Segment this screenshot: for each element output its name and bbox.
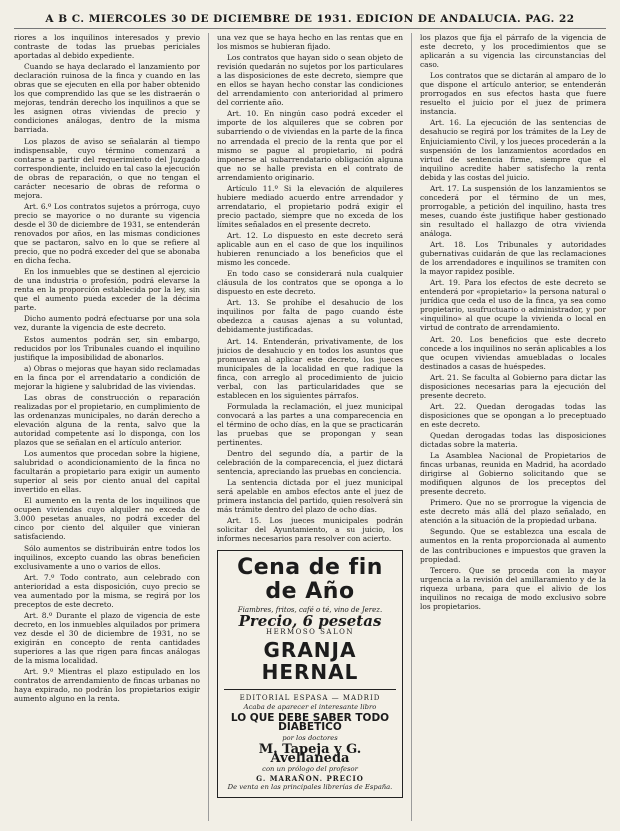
article-paragraph: los plazos que fija el párrafo de la vigencia de este decreto, y los procedimientos que se aplicarán a su vigencia las circunstancias del caso. (420, 33, 606, 70)
article-paragraph: Los aumentos que procedan sobre la higiene, salubridad o acondicionamiento de la finca no facultarán a propietario para exigir un aumento superior al seis por ciento anual del capital invertido en ellas. (14, 449, 200, 495)
book-authors: M. Tapeja y G. Avellaneda (258, 741, 362, 766)
page-header (14, 10, 606, 29)
book-sale: De venta en las principales librerías de España. (227, 783, 393, 792)
book-prologue: con un prólogo del profesor (262, 765, 358, 773)
article-paragraph: En todo caso se considerará nula cualquier cláusula de los contratos que se oponga a lo dispuesto en este decreto. (217, 269, 403, 297)
book-by: por los doctores (282, 733, 338, 742)
article-paragraph: Dicho aumento podrá efectuarse por una sola vez, durante la vigencia de este decreto. (14, 314, 200, 333)
article-paragraph: Art. 19. Para los efectos de este decreto se entenderá por «propietario» la persona natural o jurídica que ceda el uso de la finca, ya sea como propietario, usufructuario o administrador, y por «inquilino» al que ocupe la vivienda o local en virtud de contrato de arrendamiento. (420, 278, 606, 333)
article-paragraph: La sentencia dictada por el juez municipal será apelable en ambos efectos ante el juez de primera instancia del partido, quien resolverá sin más trámite dentro del plazo de ocho días. (217, 478, 403, 515)
page-header-title: A B C. MIERCOLES 30 DE DICIEMBRE DE 1931. EDICION DE ANDALUCIA. PAG. 22 (45, 13, 575, 25)
advert-salon: HERMOSO SALON (265, 627, 354, 636)
book-intro: Acaba de aparecer el interesante libro (243, 702, 377, 711)
book-price: G. MARAÑON. PRECIO (256, 774, 364, 784)
article-paragraph: Artículo 11.º Si la elevación de alquileres hubiere mediado acuerdo entre arrendador y arrendatario, el propietario podrá exigir el precio pactado, siempre que no exceda de los límites señalados en el presente decreto. (217, 183, 403, 229)
column-divider (411, 33, 412, 821)
article-paragraph: Sólo aumentos se distribuirán entre todos los inquilinos, excepto cuando las obras beneficien exclusivamente a uno o varios de ellos. (14, 543, 200, 571)
advert-menu: Fiambres, fritos, café o té, vino de Jerez. (237, 605, 383, 614)
article-paragraph: Art. 14. Entenderán, privativamente, de los juicios de desahucio y en todos los asuntos que promuevan al aplicar este decreto, los jueces municipales de la localidad en que radique la finca, con arreglo al procedimiento de juicio verbal, con las particularidades que se establecen en los siguientes párrafos. (217, 336, 403, 400)
article-paragraph: Formulada la reclamación, el juez municipal convocará a las partes a una comparecencia en el término de ocho días, en la que se practicarán las pruebas que se propongan y sean pertinentes. (217, 401, 403, 448)
article-paragraph: a) Obras o mejoras que hayan sido reclamadas en la finca por el arrendatario a condición de mejorar la higiene y salubridad de las viviendas. (14, 363, 200, 391)
advert-price: Precio, 6 pesetas (238, 611, 382, 630)
article-paragraph: La Asamblea Nacional de Propietarios de fincas urbanas, reunida en Madrid, ha acordado dirigirse al Gobierno solicitando que se modifiquen algunos de los preceptos del presente decreto. (420, 451, 606, 497)
article-paragraph: Tercero. Que se proceda con la mayor urgencia a la revisión del amillaramiento y de la riqueza urbana, para que el alivio de los inquilinos no recaiga de modo exclusivo sobre los propietarios. (420, 565, 606, 611)
article-paragraph: Cuando se haya declarado el lanzamiento por declaración ruinosa de la finca y cuando en las obras que se ejecuten en ella por haber obtenido los que comprendido las que se les distraerán o mejoras, tendrán derecho los inquilinos a que se les asignen otras viviendas de precio y condiciones análogas, dentro de la misma barriada. (14, 62, 200, 135)
book-publisher: EDITORIAL ESPASA — MADRID (239, 693, 381, 702)
column-divider (208, 33, 209, 821)
advert-brand: GRANJA HERNAL (261, 637, 359, 684)
column-middle-text (217, 33, 403, 544)
article-paragraph: Dentro del segundo día, a partir de la celebración de la comparecencia, el juez dictará sentencia, apreciando las pruebas en conciencia. (217, 449, 403, 477)
article-paragraph: Segundo. Que se establezca una escala de aumentos en la renta proporcionada al aumento de las contribuciones e impuestos que graven la propiedad. (420, 527, 606, 564)
book-advert (224, 689, 396, 792)
article-paragraph: Art. 9.º Mientras el plazo estipulado en los contratos de arrendamiento de fincas urbanas no haya expirado, no podrán los propietarios exigir aumento alguno en la renta. (14, 667, 200, 704)
article-paragraph: Art. 17. La suspensión de los lanzamientos se concederá por el término de un mes, prorrogable, a petición del inquilino, hasta tres meses, cuando éste justifique haber gestionado sin resultado el hallazgo de otra vivienda análoga. (420, 183, 606, 238)
article-paragraph: Art. 22. Quedan derogadas todas las disposiciones que se opongan a lo preceptuado en este decreto. (420, 401, 606, 429)
article-paragraph: Quedan derogadas todas las disposiciones dictadas sobre la materia. (420, 430, 606, 450)
article-paragraph: Art. 21. Se faculta al Gobierno para dictar las disposiciones necesarias para la ejecución del presente decreto. (420, 372, 606, 400)
article-paragraph: Art. 20. Los beneficios que este decreto concede a los inquilinos no serán aplicables a los que ocupen viviendas amuebladas o locales destinados a casas de huéspedes. (420, 334, 606, 371)
column-middle (217, 33, 403, 821)
article-paragraph: Art. 12. Lo dispuesto en este decreto será aplicable aun en el caso de que los inquilinos hubieren renunciado a los beneficios que el mismo les concede. (217, 230, 403, 268)
article-paragraph: Los contratos que se dictarán al amparo de lo que dispone el artículo anterior, se entenderán prorrogados en sus efectos hasta que fuere resuelto el juicio por el juez de primera instancia. (420, 71, 606, 117)
article-columns (14, 33, 606, 821)
article-paragraph: Art. 8.º Durante el plazo de vigencia de este decreto, en los inmuebles alquilados por primera vez desde el 30 de diciembre de 1931, no se exigirán en concepto de renta cantidades superiores a las que rigen para fincas análogas de la misma localidad. (14, 610, 200, 666)
article-paragraph: Art. 6.º Los contratos sujetos a prórroga, cuyo precio se mayorice o no durante su vigencia desde el 30 de diciembre de 1931, se entenderán renovados por años, en las mismas condiciones que se pactaron, salvo en lo que se refiere al precio, que no podrá exceder del que se abonaba en dicha fecha. (14, 201, 200, 266)
article-paragraph: Estos aumentos podrán ser, sin embargo, reducidos por los Tribunales cuando el inquilino justifique la imposibilidad de abonarlos. (14, 334, 200, 362)
article-paragraph: Primero. Que no se prorrogue la vigencia de este decreto más allá del plazo señalado, en atención a la situación de la propiedad urbana. (420, 498, 606, 526)
article-paragraph: En los inmuebles que se destinen al ejercicio de una industria o profesión, podrá elevarse la renta en la proporción establecida por la ley, sin que el aumento pueda exceder de la décima parte. (14, 267, 200, 313)
article-paragraph: Los contratos que hayan sido o sean objeto de revisión quedarán no sujetos por los particulares a las disposiciones de este decreto, siempre que en ellos se hayan hecho constar las condiciones del arrendamiento con anterioridad al primero del corriente año. (217, 53, 403, 108)
advert-headline: Cena de fin de Año (237, 554, 383, 604)
article-paragraph: Art. 15. Los jueces municipales podrán solicitar del Ayuntamiento, a su juicio, los informes necesarios para resolver con acierto. (217, 516, 403, 544)
article-paragraph: Art. 16. La ejecución de las sentencias de desahucio se regirá por los trámites de la Ley de Enjuiciamiento Civil, y los jueces procederán a la suspensión de los lanzamientos acordados en virtud de sentencia firme, siempre que el inquilino acredite haber satisfecho la renta debida y las costas del juicio. (420, 118, 606, 182)
article-paragraph: Art. 18. Los Tribunales y autoridades gubernativas cuidarán de que las reclamaciones de los arrendadores e inquilinos se tramiten con la mayor rapidez posible. (420, 240, 606, 277)
article-paragraph: El aumento en la renta de los inquilinos que ocupen viviendas cuyo alquiler no exceda de 3.000 pesetas anuales, no podrá exceder del cinco por ciento del alquiler que vinieran satisfaciendo. (14, 496, 200, 542)
column-right (420, 33, 606, 821)
article-paragraph: Art. 7.º Todo contrato, aun celebrado con anterioridad a esta disposición, cuyo precio se vea aumentado por la misma, se regirá por los preceptos de este decreto. (14, 572, 200, 609)
article-paragraph: una vez que se haya hecho en las rentas que en los mismos se hubieran fijado. (217, 33, 403, 52)
article-paragraph: Art. 10. En ningún caso podrá exceder el importe de los alquileres que se cobren por subarriendo o de viviendas en la parte de la finca no arrendada el precio de la renta que por el mismo se pague al propietario, ni podrá imponerse al subarrendatario obligación alguna que no se halle prevista en el contrato de arrendamiento originario. (217, 109, 403, 182)
column-left (14, 33, 200, 821)
article-paragraph: riores a los inquilinos interesados y previo contraste de todas las pruebas periciales aportadas al debido expediente. (14, 33, 200, 61)
article-paragraph: Art. 13. Se prohíbe el desahucio de los inquilinos por falta de pago cuando éste obedezca a causas ajenas a su voluntad, debidamente justificadas. (217, 298, 403, 335)
book-title: LO QUE DEBE SABER TODO DIABETICO (230, 711, 390, 733)
article-paragraph: Los plazos de aviso se señalarán al tiempo indispensable, cuyo término comenzará a contarse a partir del requerimiento del Juzgado correspondiente, incluido en tal caso la ejecución de obras de reparación, o que no tengan el carácter necesario de obras de reforma o mejora. (14, 136, 200, 200)
advert-cena-fin-de-ano (217, 550, 403, 799)
article-paragraph: Las obras de construcción o reparación realizadas por el propietario, en cumplimiento de las ordenanzas municipales, no darán derecho a elevación alguna de la renta, salvo que la autoridad competente así lo disponga, con los plazos que se señalan en el artículo anterior. (14, 392, 200, 448)
